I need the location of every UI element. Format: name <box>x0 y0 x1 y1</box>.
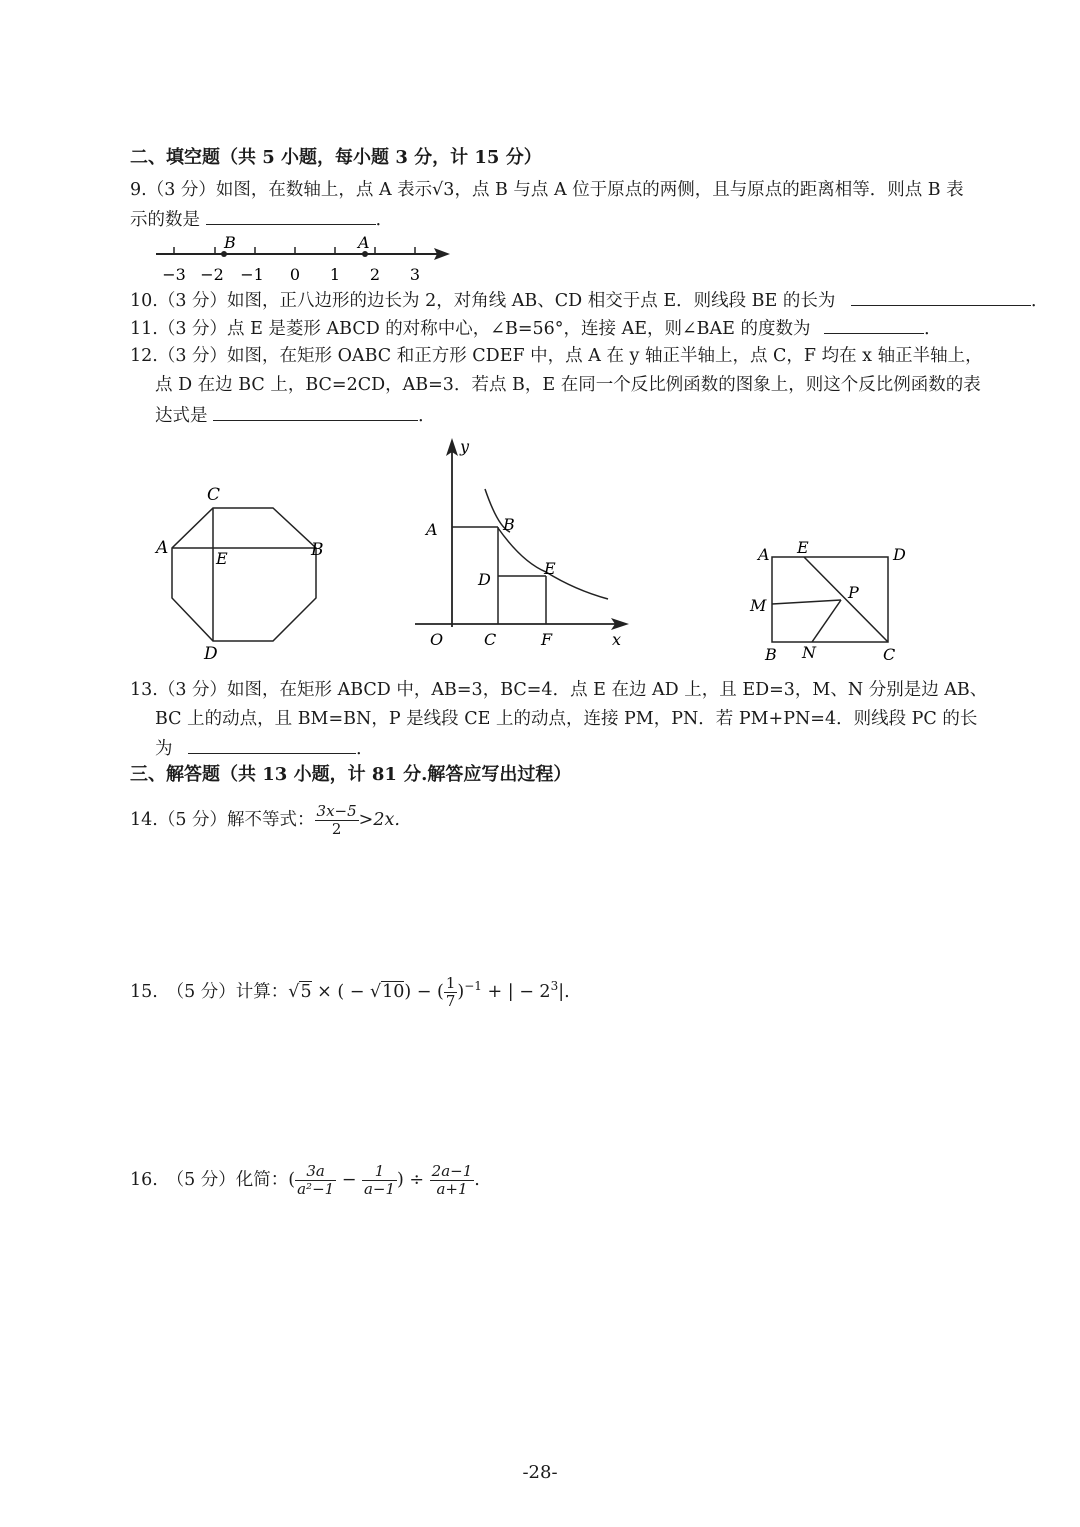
graph-label-f: F <box>541 630 553 649</box>
tick-label-0: 0 <box>289 265 301 284</box>
q16-f2-num: 1 <box>362 1163 397 1181</box>
q11-line <box>130 315 942 341</box>
q10-answer-blank[interactable] <box>851 287 1031 306</box>
q16-line <box>130 1160 480 1200</box>
rect-label-n: N <box>802 643 816 662</box>
octagon-label-a: A <box>156 538 169 558</box>
octagon-label-b: B <box>311 540 324 560</box>
segment-ce <box>804 557 888 642</box>
rect-label-e: E <box>797 538 809 557</box>
graph-label-e: E <box>544 559 556 578</box>
q16-divide: ) ÷ <box>397 1170 430 1190</box>
q11-end: ． <box>924 319 942 339</box>
q12-text: 达式是 <box>155 406 208 426</box>
graph-label-d: D <box>478 570 491 589</box>
q9-end: ． <box>375 210 394 230</box>
q14-prefix: 14.（5 分）解不等式： <box>130 810 315 830</box>
q11-text: 11.（3 分）点 E 是菱形 ABCD 的对称中心，∠B=56°，连接 AE，则∠BAE 的度数为 <box>130 319 811 339</box>
q13-line2: BC 上的动点，且 BM=BN，P 是线段 CE 上的动点，连接 PM，PN．若 PM+PN=4．则线段 PC 的长 <box>155 709 978 729</box>
tick-label-1: 1 <box>329 265 341 284</box>
graph-label-a: A <box>426 520 438 539</box>
tick-label-2: 2 <box>369 265 381 284</box>
q16-f3-den: a+1 <box>436 1180 468 1198</box>
q9-line1: 9.（3 分）如图，在数轴上，点 A 表示√3，点 B 与点 A 位于原点的两侧，且与原点的距离相等．则点 B 表 <box>130 180 964 200</box>
q15-sqrt10: 10 <box>382 981 405 1002</box>
q16-f2-den: a−1 <box>363 1180 396 1198</box>
q13-end: ． <box>356 739 374 759</box>
q13-answer-blank[interactable] <box>188 735 356 754</box>
rectangle-figure <box>745 536 915 666</box>
q15-mid3: + | − 2 <box>481 981 551 1002</box>
octagon-label-c: C <box>207 485 221 505</box>
tick-label-neg3: −3 <box>162 265 186 284</box>
q16-minus: − <box>336 1170 362 1190</box>
q10-text: 10.（3 分）如图，正八边形的边长为 2，对角线 AB、CD 相交于点 E．则线段 BE 的长为 <box>130 291 836 311</box>
segment-pm <box>772 600 841 604</box>
octagon-figure <box>150 480 340 665</box>
q12-line1: 12.（3 分）如图，在矩形 OABC 和正方形 CDEF 中，点 A 在 y 轴正半轴上，点 C，F 均在 x 轴正半轴上， <box>130 346 983 366</box>
octagon-label-e: E <box>216 549 228 568</box>
rect-label-p: P <box>848 583 859 602</box>
q15-fraction-num: 1 <box>445 973 456 992</box>
graph-label-b: B <box>503 515 515 534</box>
q16-f3-num: 2a−1 <box>431 1162 473 1180</box>
q13-line3 <box>155 735 374 761</box>
section-2-title: 二、填空题（共 5 小题，每小题 3 分，计 15 分） <box>130 147 542 168</box>
q16-f1-den: a²−1 <box>297 1180 335 1198</box>
q14-numerator: 3x−5 <box>316 802 357 820</box>
segment-pn <box>812 600 841 642</box>
q15-prefix: 15. （5 分）计算： <box>130 981 289 1002</box>
q16-end: . <box>474 1170 480 1190</box>
q9-answer-blank[interactable] <box>206 206 376 225</box>
point-b-label: B <box>224 233 236 252</box>
page-number: -28- <box>522 1462 558 1483</box>
q16-fraction2 <box>362 1163 397 1198</box>
q15-fraction-den: 7 <box>445 991 456 1010</box>
rect-abcd <box>772 557 888 642</box>
rect-label-d: D <box>893 545 906 564</box>
graph-label-x: x <box>612 630 622 649</box>
rect-label-b: B <box>765 645 777 664</box>
q16-prefix: 16. （5 分）化简：( <box>130 1170 296 1190</box>
tick-label-neg1: −1 <box>240 265 264 284</box>
q13-line1: 13.（3 分）如图，在矩形 ABCD 中，AB=3，BC=4．点 E 在边 AD 上，且 ED=3，M、N 分别是边 AB、 <box>130 680 988 700</box>
rect-label-c: C <box>883 645 896 664</box>
tick-label-neg2: −2 <box>200 265 224 284</box>
graph-label-y: y <box>460 437 470 456</box>
q9-text: 示的数是 <box>130 210 200 230</box>
q14-fraction <box>315 803 359 838</box>
q15-exponent: −1 <box>464 979 482 993</box>
q12-answer-blank[interactable] <box>213 402 418 421</box>
q15-sqrt5: 5 <box>300 981 312 1002</box>
q10-line <box>130 287 1048 313</box>
point-a-label: A <box>358 233 370 252</box>
octagon-shape <box>172 508 316 641</box>
section-3-title: 三、解答题（共 13 小题，计 81 分.解答应写出过程） <box>130 764 572 785</box>
q15-line: 15. （5 分）计算：√5 × ( − √10) − ( $\frac{1}{7}$ )$^{-1}$ + | − $2^3|$. <box>130 973 570 1010</box>
q15-mid1: × ( − <box>311 981 370 1002</box>
q12-end: ． <box>418 406 436 426</box>
q11-answer-blank[interactable] <box>824 315 924 334</box>
graph-label-o: O <box>430 630 444 649</box>
q13-text: 为 <box>155 739 173 759</box>
q14-denominator: 2 <box>331 820 342 838</box>
coordinate-graph-figure <box>410 432 640 657</box>
tick-label-3: 3 <box>409 265 421 284</box>
q14-suffix: >2x. <box>358 810 400 830</box>
q9-line2 <box>130 206 393 232</box>
rect-label-a: A <box>758 545 770 564</box>
q9-number-line <box>150 232 460 288</box>
q12-line2: 点 D 在边 BC 上，BC=2CD，AB=3．若点 B，E 在同一个反比例函数的图象上，则这个反比例函数的表 <box>155 375 981 395</box>
q15-end: |. <box>558 981 570 1002</box>
q15-mid2: ) − ( <box>404 981 444 1002</box>
q12-line3 <box>155 402 436 428</box>
octagon-label-d: D <box>204 644 218 664</box>
q15-cube: 3 <box>550 979 559 993</box>
q14-line <box>130 802 400 838</box>
q15-fraction <box>444 975 458 1010</box>
q16-f1-num: 3a <box>295 1163 336 1181</box>
rect-label-m: M <box>750 596 767 615</box>
q10-end: ． <box>1030 291 1049 311</box>
q16-fraction3 <box>430 1163 475 1198</box>
q16-fraction1 <box>295 1163 336 1198</box>
graph-label-c: C <box>484 630 497 649</box>
